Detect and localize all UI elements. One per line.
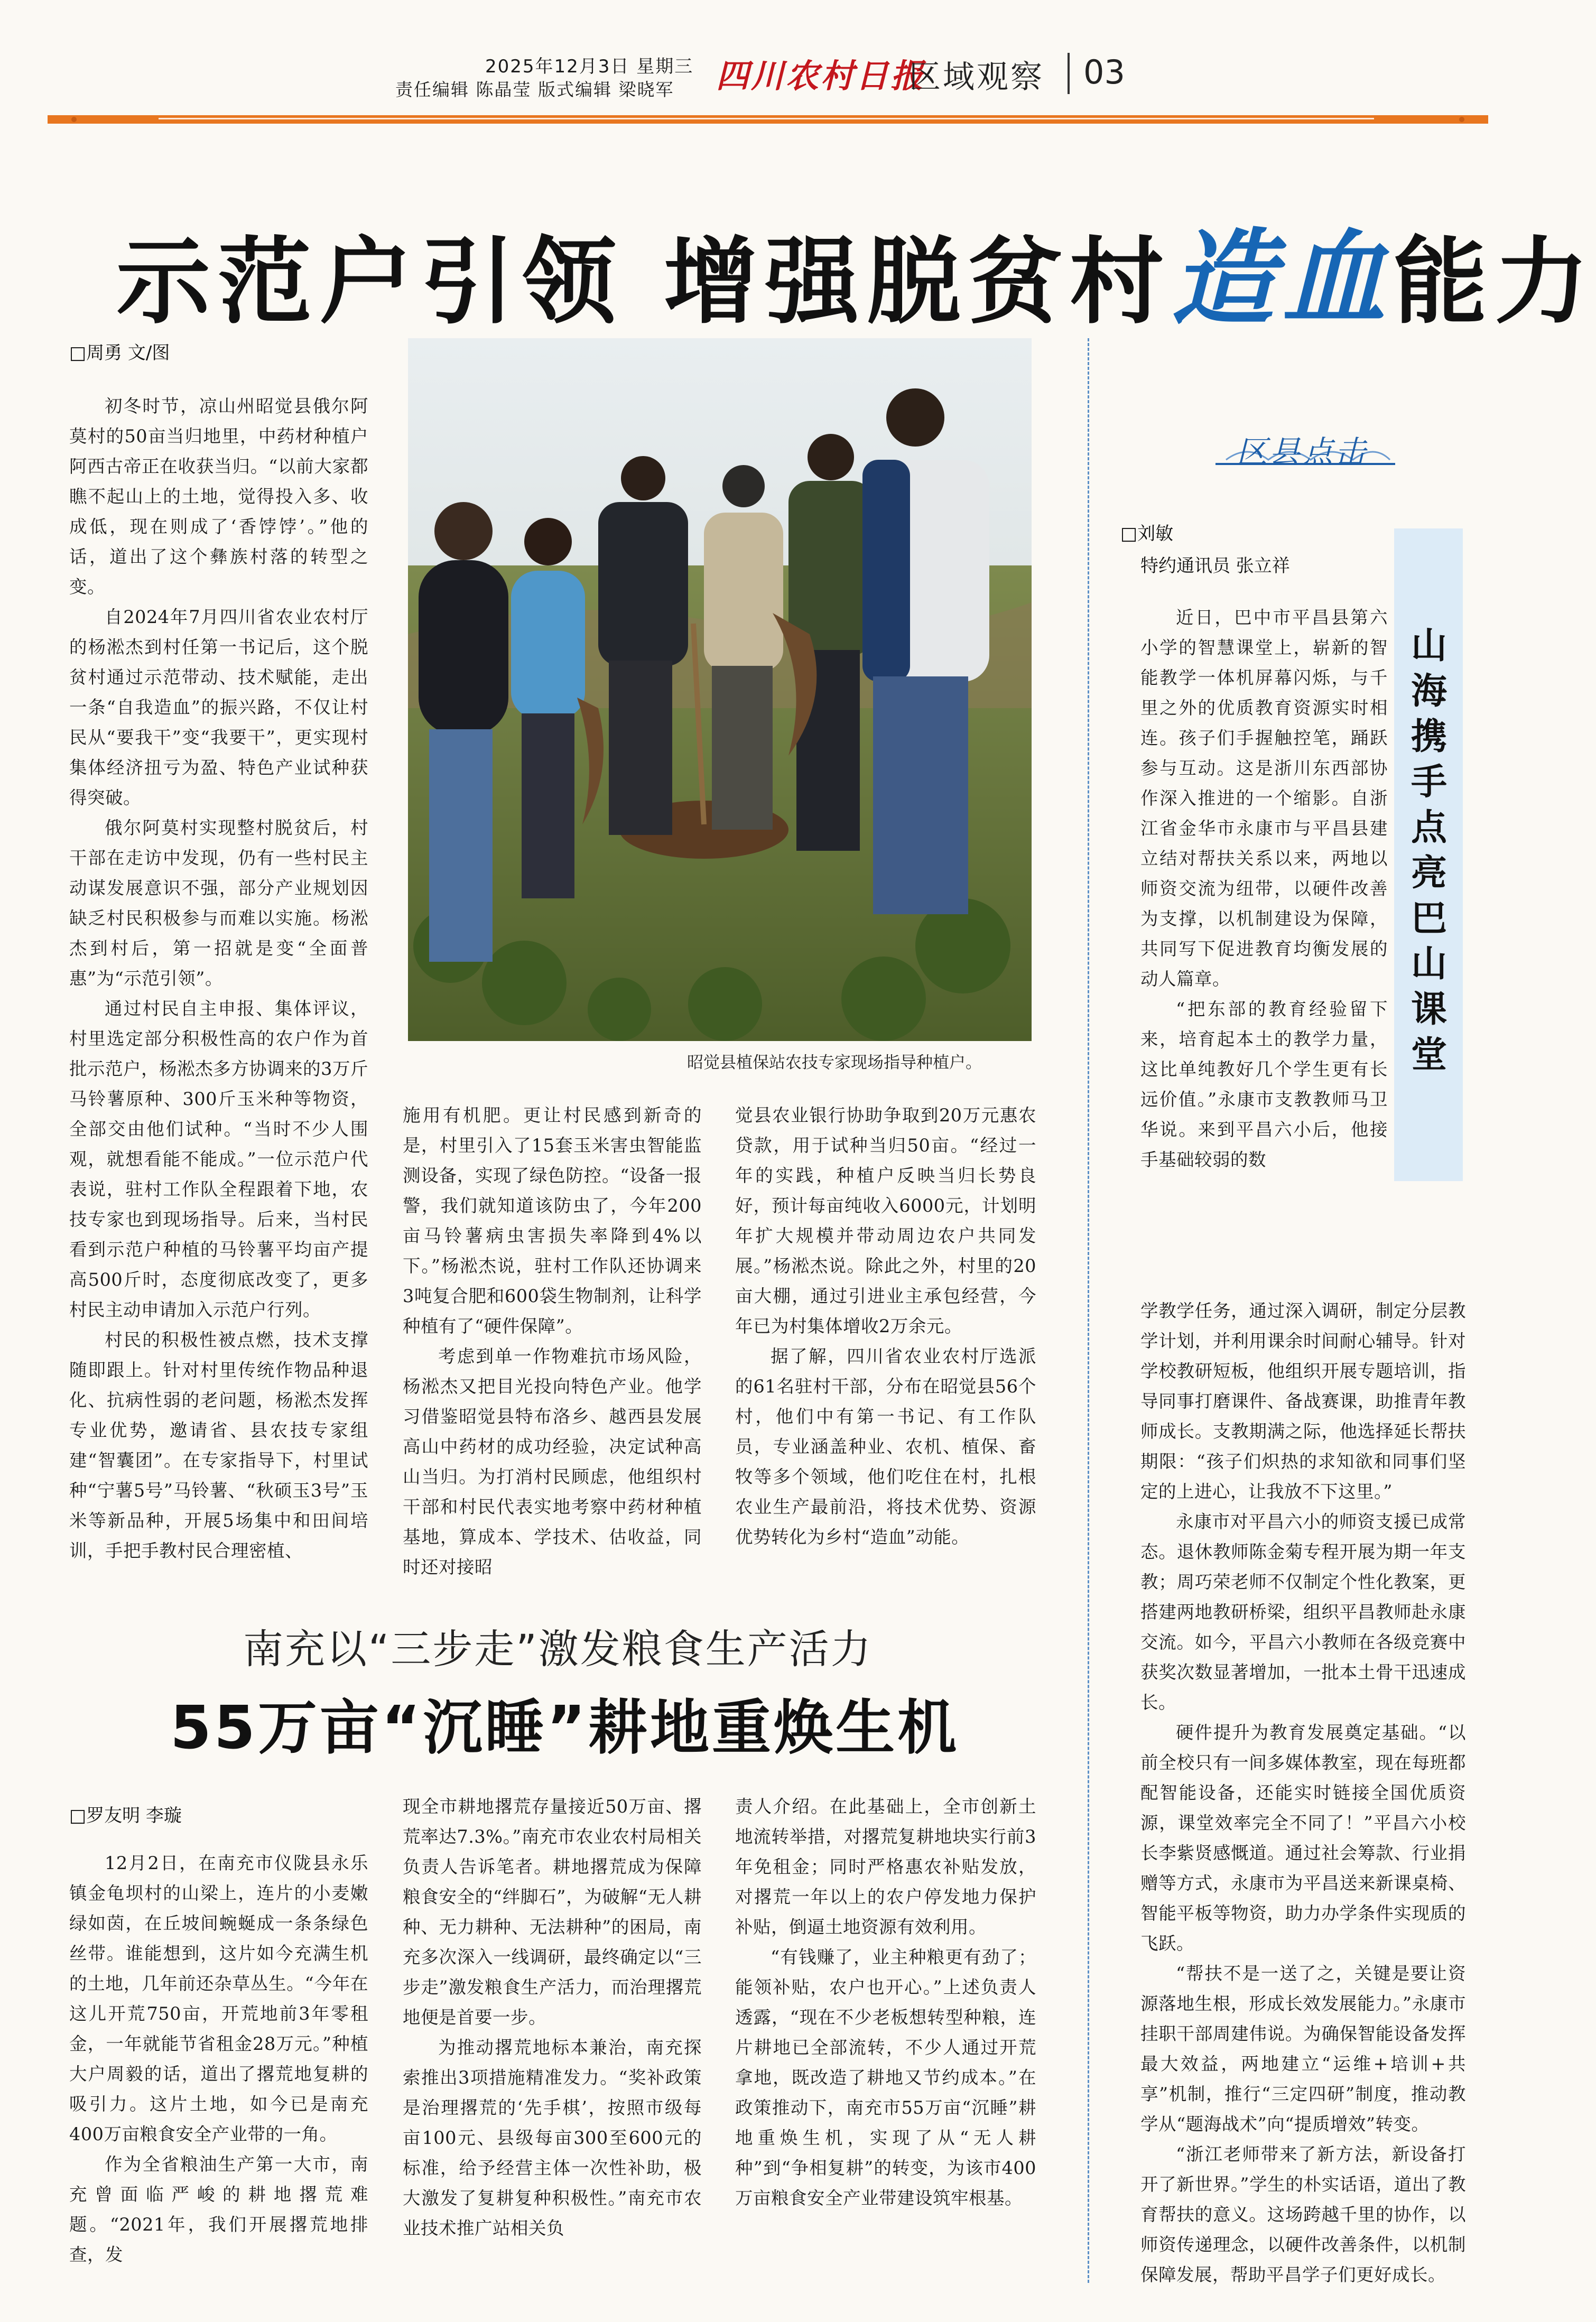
paragraph: 俄尔阿莫村实现整村脱贫后，村干部在走访中发现，仍有一些村民主动谋发展意识不强，部分产业规划因缺乏村民积极参与而难以实施。杨淞杰到村后，第一招就是变“全面普惠”为“示范引领”。 — [69, 818, 368, 989]
editor-credits: 责任编辑 陈晶莹 版式编辑 梁晓军 — [395, 79, 674, 100]
paragraph: 觉县农业银行协助争取到20万元惠农贷款，用于试种当归50亩。“经过一年的实践，种植户反映当归长势良好，预计每亩纯收入6000元，计划明年扩大规模并带动周边农户共同发展。”杨淞杰说。除此之外，村里的20亩大棚，通过引进业主承包经营，今年已为村集体增收2万余元。 — [735, 1105, 1036, 1336]
paragraph: 12月2日，在南充市仪陇县永乐镇金龟坝村的山梁上，连片的小麦嫩绿如茵，在丘坡间蜿蜒成一条条绿色丝带。谁能想到，这片如今充满生机的土地，几年前还杂草丛生。“今年在这儿开荒750亩，开荒地前3年零租金，一年就能节省租金28万元。”种植大户周毅的话，道出了撂荒地复耕的吸引力。这片土地，如今已是南充400万亩粮食安全产业带的一角。 — [69, 1853, 368, 2144]
paragraph: “有钱赚了，业主种粮更有劲了；能领补贴，农户也开心。”上述负责人透露，“现在不少老板想转型种粮，连片耕地已全部流转，不少人通过开荒拿地，既改造了耕地又节约成本。”在政策推动下，南充市55万亩“沉睡”耕地重焕生机，实现了从“无人耕种”到“争相复耕”的转变，为该市400万亩粮食安全产业带建设筑牢根基。 — [735, 1947, 1036, 2208]
story1-column-1 — [69, 391, 368, 1566]
paragraph: 作为全省粮油生产第一大市，南充曾面临严峻的耕地撂荒难题。“2021年，我们开展撂荒地排查，发 — [69, 2154, 368, 2265]
paragraph: 施用有机肥。更让村民感到新奇的是，村里引入了15套玉米害虫智能监测设备，实现了绿色防控。“设备一报警，我们就知道该防虫了，今年200亩马铃薯病虫害损失率降到4%以下。”杨淞杰说，驻村工作队还协调来3吨复合肥和600袋生物制剂，让科学种植有了“硬件保障”。 — [403, 1105, 702, 1336]
news-photo — [408, 338, 1032, 1041]
story1-column-3 — [735, 1100, 1036, 1552]
sidebar-byline: □刘敏 — [1120, 523, 1174, 544]
paragraph: 自2024年7月四川省农业农村厅的杨淞杰到村任第一书记后，这个脱贫村通过示范带动、技术赋能，走出一条“自我造血”的振兴路，不仅让村民从“要我干”变“我要干”，更实现村集体经济扭亏为盈、特色产业试种获得突破。 — [69, 607, 368, 808]
paragraph: 初冬时节，凉山州昭觉县俄尔阿莫村的50亩当归地里，中药材种植户阿西古帝正在收获当归。“以前大家都瞧不起山上的土地，觉得投入多、收成低，现在则成了‘香饽饽’。”他的话，道出了这个彝族村落的转型之变。 — [69, 396, 368, 597]
paragraph: “浙江老师带来了新方法，新设备打开了新世界。”学生的朴实话语，道出了教育帮扶的意义。这场跨越千里的协作，以师资传递理念，以硬件改善条件，以机制保障发展，帮助平昌学子们更好成长。 — [1140, 2144, 1466, 2285]
headline-part2: 能力 — [1393, 227, 1596, 337]
sidebar-column-bottom — [1140, 1296, 1466, 2290]
paragraph: 通过村民自主申报、集体评议，村里选定部分积极性高的农户作为首批示范户，杨淞杰多方协调来的3万斤马铃薯原种、300斤玉米种等物资，全部交由他们试种。“当时不少人围观，就想看能不能成。”一位示范户代表说，驻村工作队全程跟着下地，农技专家也到现场指导。后来，当村民看到示范户种植的马铃薯平均亩产提高500斤时，态度彻底改变了，更多村民主动申请加入示范户行列。 — [69, 998, 368, 1320]
story1-column-2 — [403, 1100, 702, 1582]
paragraph: 近日，巴中市平昌县第六小学的智慧课堂上，崭新的智能教学一体机屏幕闪烁，与千里之外的优质教育资源实时相连。孩子们手握触控笔，踊跃参与互动。这是浙川东西部协作深入推进的一个缩影。自浙江省金华市永康市与平昌县建立结对帮扶关系以来，两地以师资交流为纽带，以硬件改善为支撑，以机制建设为保障，共同写下促进教育均衡发展的动人篇章。 — [1140, 607, 1388, 989]
story2-byline: □罗友明 李璇 — [69, 1805, 182, 1826]
paragraph: 学教学任务，通过深入调研，制定分层教学计划，并利用课余时间耐心辅导。针对学校教研短板，他组织开展专题培训，指导同事打磨课件、备战赛课，助推青年教师成长。支教期满之际，他选择延长帮扶期限：“孩子们炽热的求知欲和同事们坚定的上进心，让我放不下这里。” — [1140, 1301, 1466, 1502]
story2-kicker: 南充以“三步走”激发粮食生产活力 — [243, 1626, 873, 1673]
issue-date: 2025年12月3日 星期三 — [485, 56, 694, 77]
story2-headline: 55万亩“沉睡”耕地重焕生机 — [170, 1694, 960, 1762]
story2-column-1 — [69, 1848, 368, 2270]
paragraph: 村民的积极性被点燃，技术支撑随即跟上。针对村里传统作物品种退化、抗病性弱的老问题，杨淞杰发挥专业优势，邀请省、县农技专家组建“智囊团”。在专家指导下，村里试种“宁薯5号”马铃薯、“秋硕玉3号”玉米等新品种，开展5场集中和田间培训，手把手教村民合理密植、 — [69, 1330, 368, 1561]
newspaper-logo: 四川农村日报 — [716, 57, 926, 95]
paragraph: 现全市耕地撂荒存量接近50万亩、撂荒率达7.3%。”南充市农业农村局相关负责人告诉笔者。耕地撂荒成为保障粮食安全的“绊脚石”，为破解“无人耕种、无力耕种、无法耕种”的困局，南充多次深入一线调研，最终确定以“三步走”激发粮食生产活力，而治理撂荒地便是首要一步。 — [403, 1796, 702, 2028]
paragraph: 据了解，四川省农业农村厅选派的61名驻村干部，分布在昭觉县56个村，他们中有第一书记、有工作队员，专业涵盖种业、农机、植保、畜牧等多个领域，他们吃住在村，扎根农业生产最前沿，将技术优势、资源优势转化为乡村“造血”动能。 — [735, 1346, 1036, 1547]
page-number: 03 — [1083, 53, 1125, 91]
section-name: 区域观察 — [909, 59, 1044, 96]
sidebar-column-tag: 区县点击 — [1237, 434, 1368, 470]
paragraph: 为推动撂荒地标本兼治，南充探索推出3项措施精准发力。“奖补政策是治理撂荒的‘先手棋’，按照市级每亩100元、县级每亩300至600元的标准，给予经营主体一次性补助，极大激发了复耕复种积极性。”南充市农业技术推广站相关负 — [403, 2037, 702, 2239]
story1-byline: □周勇 文/图 — [69, 342, 170, 364]
photo-caption: 昭觉县植保站农技专家现场指导种植户。 — [687, 1053, 982, 1072]
story2-column-3 — [735, 1791, 1036, 2213]
masthead-divider — [1068, 53, 1070, 94]
paragraph: 永康市对平昌六小的师资支援已成常态。退休教师陈金菊专程开展为期一年支教；周巧荣老师不仅制定个性化教案，更搭建两地教研桥梁，组织平昌教师赴永康交流。如今，平昌六小教师在各级竞赛中获奖次数显著增加，一批本土骨干迅速成长。 — [1140, 1511, 1466, 1713]
sidebar-divider — [1088, 338, 1089, 2283]
paragraph: 责人介绍。在此基础上，全市创新土地流转举措，对撂荒复耕地块实行前3年免租金；同时严格惠农补贴发放，对撂荒一年以上的农户停发地力保护补贴，倒逼土地资源有效利用。 — [735, 1796, 1036, 1937]
headline-highlight: 造血 — [1171, 218, 1393, 339]
main-headline — [116, 196, 1596, 345]
sidebar-correspondent: 特约通讯员 张立祥 — [1140, 555, 1290, 577]
sidebar-column-top — [1140, 602, 1388, 1175]
paragraph: 硬件提升为教育发展奠定基础。“以前全校只有一间多媒体教室，现在每班都配智能设备，还能实时链接全国优质资源，课堂效率完全不同了！”平昌六小校长李紫贤感慨道。通过社会筹款、行业捐赠等方式，永康市为平昌送来新课桌椅、智能平板等物资，助力办学条件实现质的飞跃。 — [1140, 1722, 1466, 1954]
masthead-decorative-bar — [0, 109, 1536, 130]
story2-column-2 — [403, 1791, 702, 2243]
paragraph: “帮扶不是一送了之，关键是要让资源落地生根，形成长效发展能力。”永康市挂职干部周建伟说。为确保智能设备发挥最大效益，两地建立“运维+培训+共享”机制，推行“三定四研”制度，推动教学从“题海战术”向“提质增效”转变。 — [1140, 1963, 1466, 2134]
headline-part1: 示范户引领 增强脱贫村 — [116, 227, 1171, 337]
paragraph: “把东部的教育经验留下来，培育起本土的教学力量，这比单纯教好几个学生更有长远价值。”永康市支教教师马卫华说。来到平昌六小后，他接手基础较弱的数 — [1140, 999, 1388, 1170]
paragraph: 考虑到单一作物难抗市场风险，杨淞杰又把目光投向特色产业。他学习借鉴昭觉县特布洛乡、越西县发展高山中药材的成功经验，决定试种高山当归。为打消村民顾虑，他组织村干部和村民代表实地考察中药材种植基地，算成本、学技术、估收益，同时还对接昭 — [403, 1346, 702, 1577]
sidebar-headline: 山海携手 点亮巴山课堂 — [1411, 625, 1447, 1076]
